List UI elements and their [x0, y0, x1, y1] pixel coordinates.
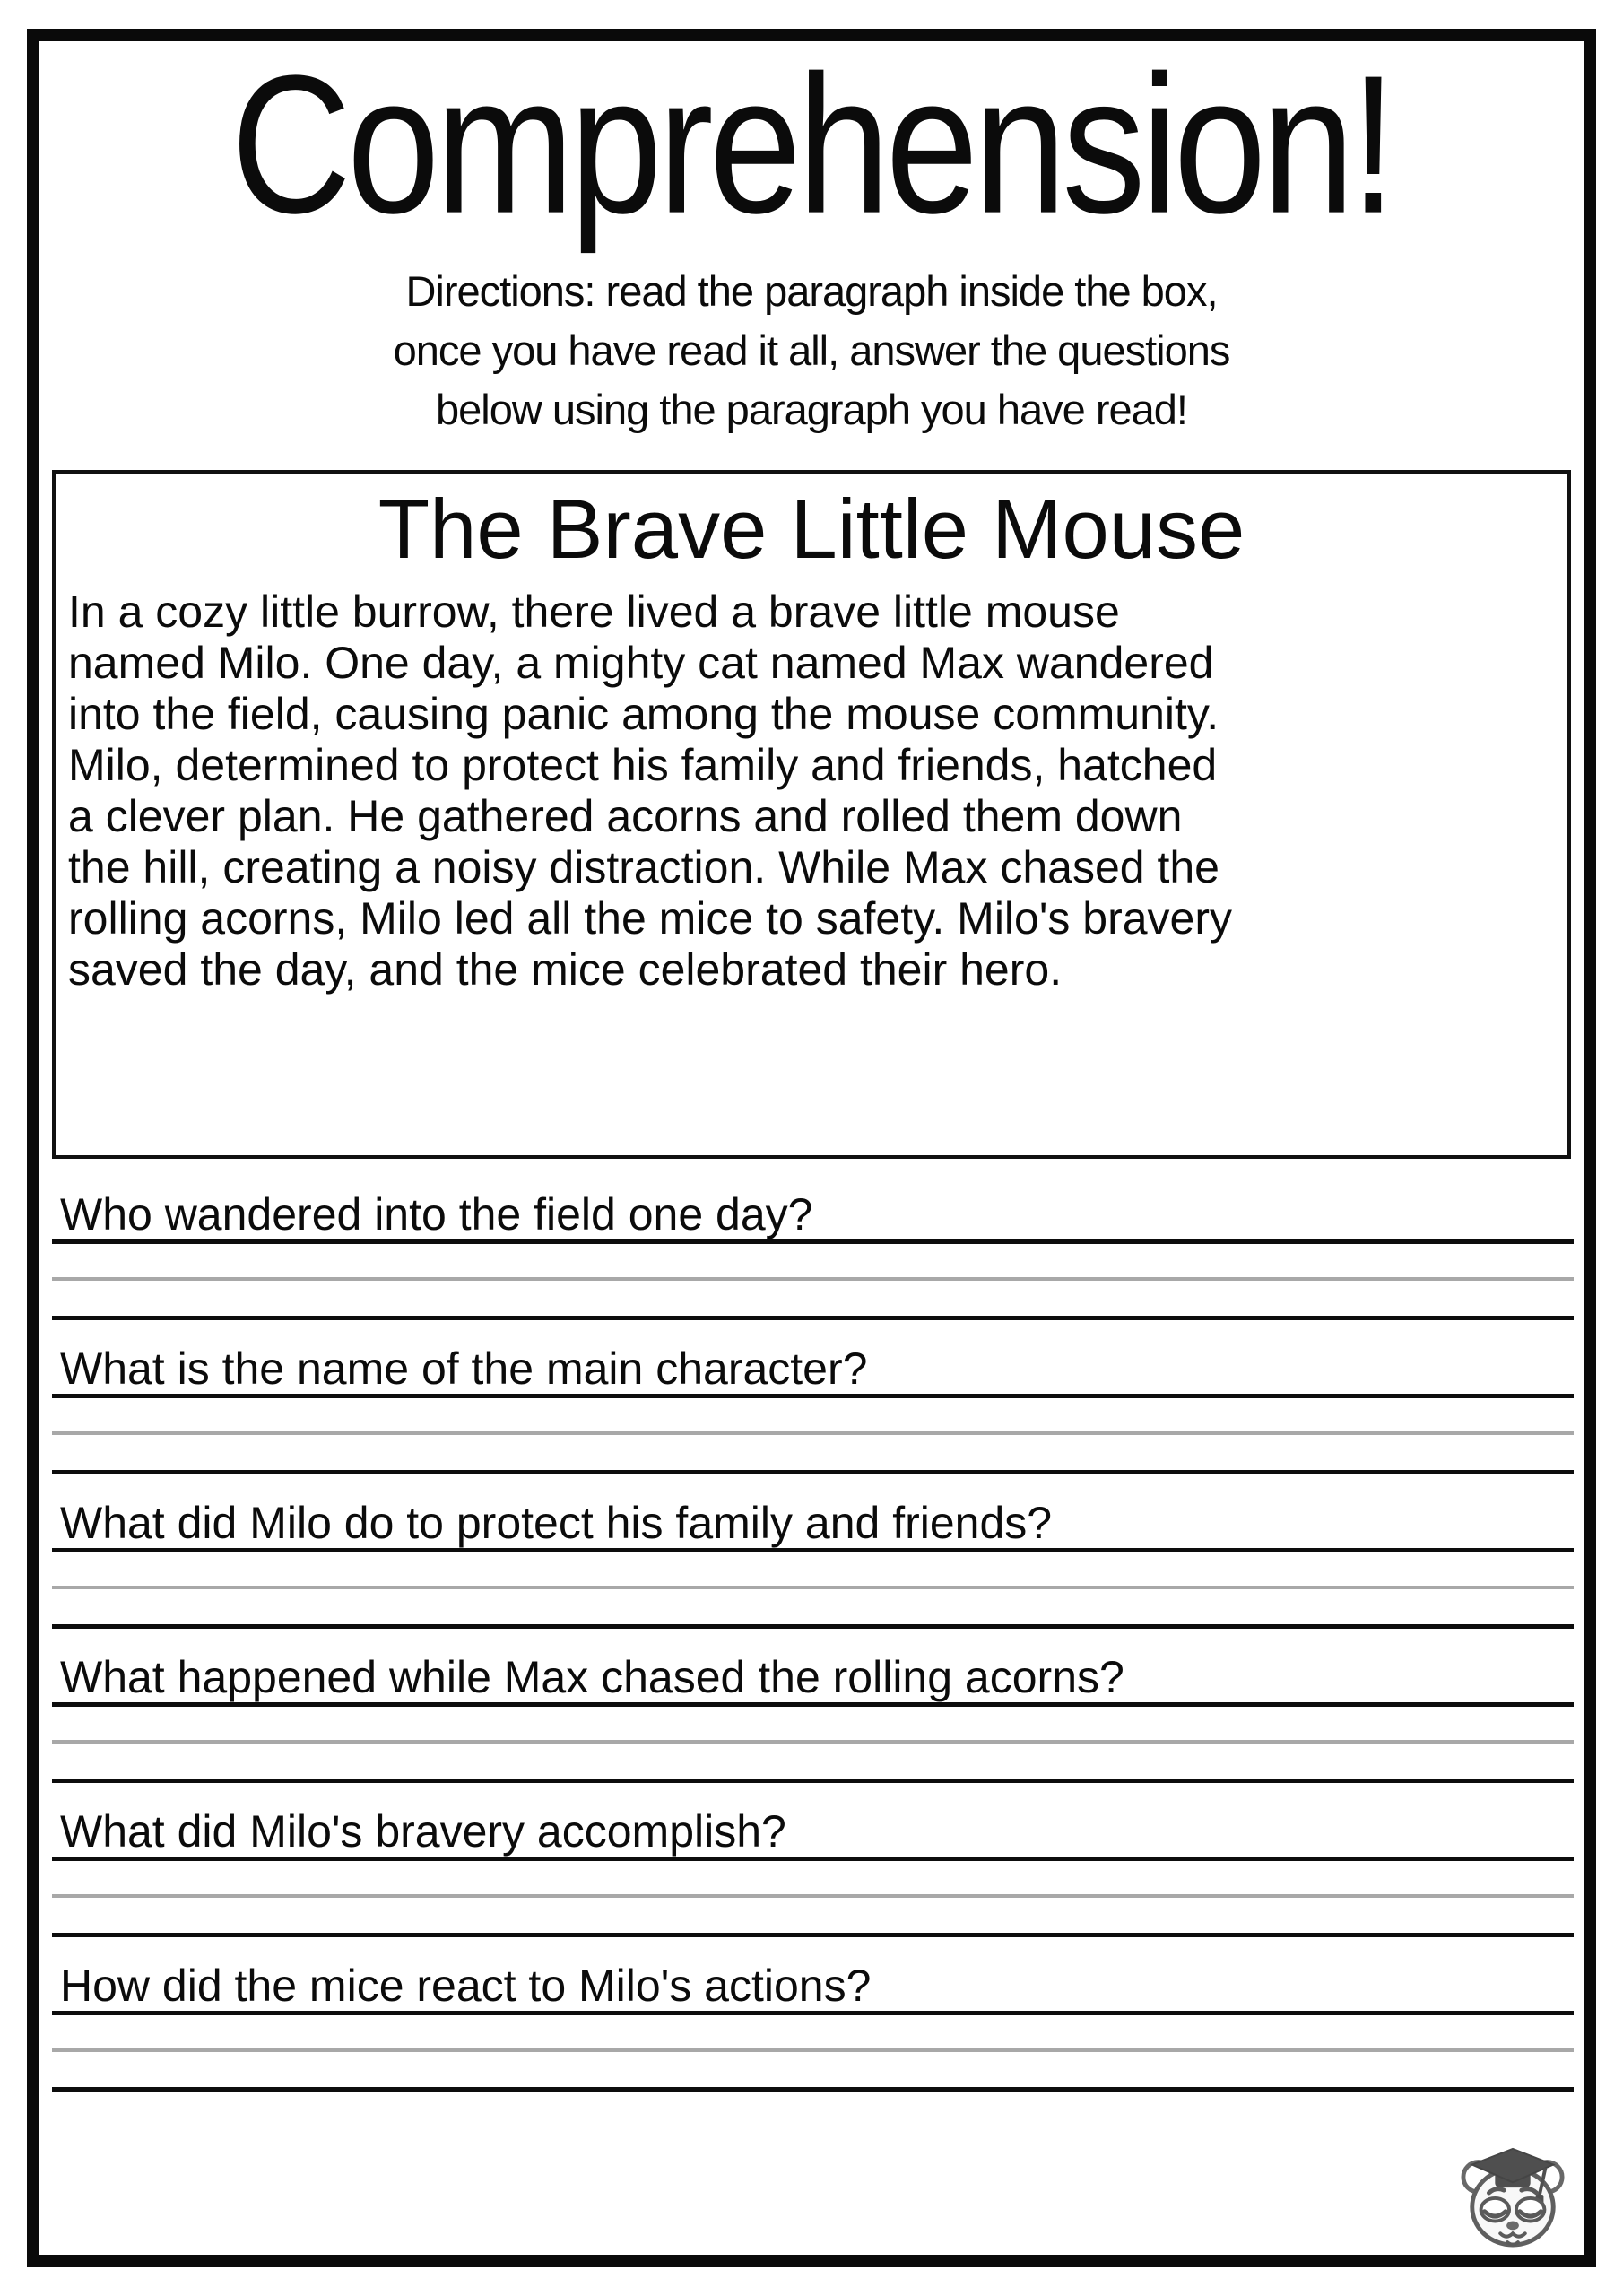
question-block-1	[52, 1191, 1574, 1320]
worksheet-title: Comprehension!	[230, 35, 1393, 255]
story-line: saved the day, and the mice celebrated their hero.	[68, 944, 1063, 995]
story-box	[52, 470, 1571, 1159]
question-block-6	[52, 1962, 1574, 2092]
answer-line-gray	[52, 1740, 1574, 1744]
answer-line-gray	[52, 1894, 1574, 1898]
story-line: the hill, creating a noisy distraction. While Max chased the	[68, 842, 1219, 892]
answer-line-black	[52, 1470, 1574, 1474]
answer-line-gray	[52, 1277, 1574, 1281]
question-block-2	[52, 1345, 1574, 1474]
answer-line-black	[52, 1624, 1574, 1629]
directions-line: once you have read it all, answer the questions	[393, 326, 1230, 374]
answer-line-black	[52, 2087, 1574, 2092]
story-title: The Brave Little Mouse	[378, 482, 1245, 576]
answer-line-black	[52, 1316, 1574, 1320]
answer-line-gray	[52, 1431, 1574, 1435]
question-block-4	[52, 1654, 1574, 1783]
question-block-3	[52, 1500, 1574, 1629]
story-line: rolling acorns, Milo led all the mice to safety. Milo's bravery	[68, 893, 1232, 944]
answer-line-gray	[52, 1586, 1574, 1589]
story-line: a clever plan. He gathered acorns and rolled them down	[68, 791, 1183, 841]
question-text: What did Milo do to protect his family and friends?	[52, 1500, 1574, 1552]
story-line: into the field, causing panic among the mouse community.	[68, 689, 1219, 739]
question-text: Who wandered into the field one day?	[52, 1191, 1574, 1244]
question-text: How did the mice react to Milo's actions?	[52, 1962, 1574, 2015]
directions-line: below using the paragraph you have read!	[436, 386, 1187, 433]
answer-line-gray	[52, 2048, 1574, 2052]
question-block-5	[52, 1808, 1574, 1937]
answer-line-black	[52, 1779, 1574, 1783]
question-text: What did Milo's bravery accomplish?	[52, 1808, 1574, 1861]
directions	[0, 262, 1623, 439]
story-line: Milo, determined to protect his family and friends, hatched	[68, 740, 1218, 790]
answer-line-black	[52, 1933, 1574, 1937]
story-line: In a cozy little burrow, there lived a brave little mouse	[68, 587, 1120, 637]
question-text: What is the name of the main character?	[52, 1345, 1574, 1398]
story-line: named Milo. One day, a mighty cat named Max wandered	[68, 638, 1214, 688]
question-text: What happened while Max chased the rolling acorns?	[52, 1654, 1574, 1707]
directions-line: Directions: read the paragraph inside the box,	[405, 267, 1218, 315]
graduate-mascot-icon	[1460, 2142, 1566, 2249]
story-paragraph	[68, 587, 1557, 996]
